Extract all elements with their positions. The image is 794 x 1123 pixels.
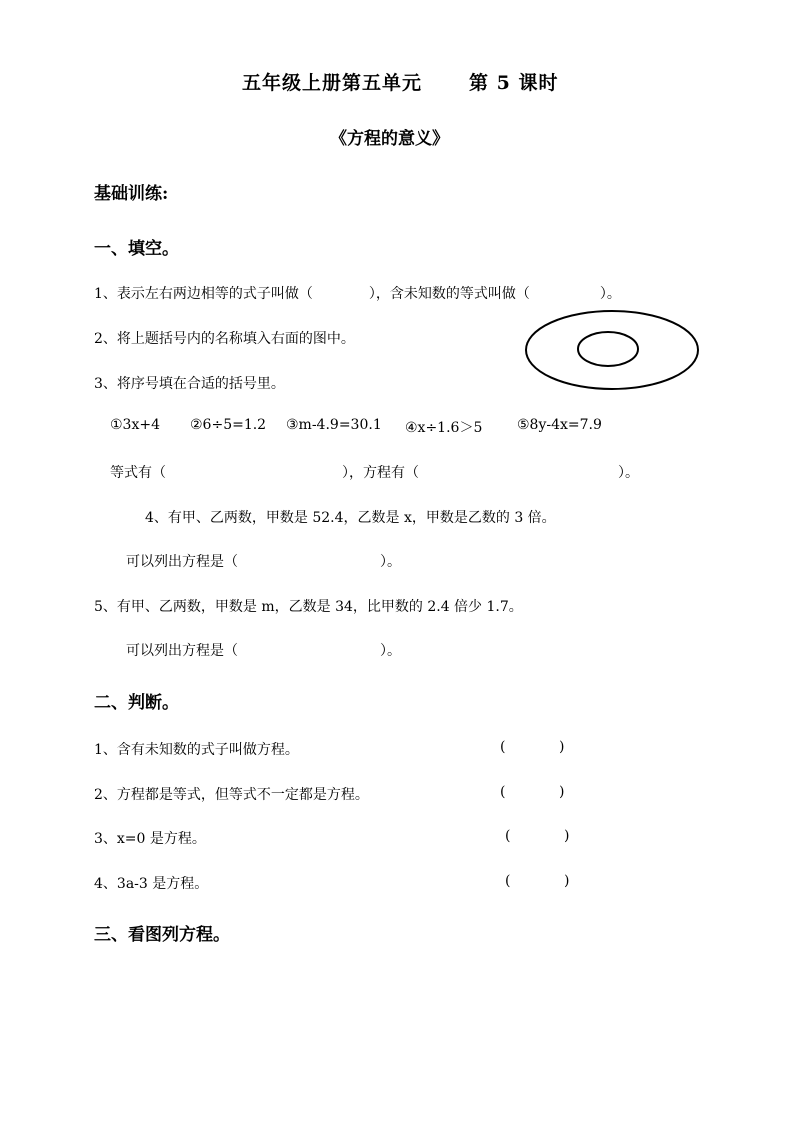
judge-item-4: 4、3a-3 是方程。 [94,876,209,892]
question-4-answer-close: ）。 [380,554,401,570]
option-3: ③m-4.9=30.1 [286,417,382,433]
question-5-answer-close: ）。 [380,643,401,659]
page-subtitle: 《方程的意义》 [330,129,449,149]
answer-close: ）。 [618,465,639,481]
equation-answer-label: ），方程有（ [342,465,419,481]
page-title-unit: 五年级上册第五单元 [242,72,423,94]
question-5-answer-label: 可以列出方程是（ [126,643,238,659]
section-fill-blank-heading: 一、填空。 [94,239,179,259]
question-5: 5、有甲、乙两数，甲数是 m，乙数是 34，比甲数的 2.4 倍少 1.7。 [94,599,523,615]
judge-bracket-close-1: ) [559,739,565,755]
judge-item-1: 1、含有未知数的式子叫做方程。 [94,742,299,758]
page-title-lesson: 第 5 课时 [469,72,559,94]
option-4: ④x÷1.6＞5 [405,420,483,436]
question-2: 2、将上题括号内的名称填入右面的图中。 [94,331,355,347]
nested-ellipses [524,309,700,391]
question-1: 1、表示左右两边相等的式子叫做（ ），含未知数的等式叫做（ ）。 [94,286,621,302]
question-3: 3、将序号填在合适的括号里。 [94,376,285,392]
judge-bracket-open-1: ( [500,739,506,755]
section-judge-heading: 二、判断。 [94,693,179,713]
outer-ellipse [526,311,698,389]
basic-training-heading: 基础训练: [94,184,169,204]
question-4: 4、有甲、乙两数，甲数是 52.4，乙数是 x，甲数是乙数的 3 倍。 [145,510,556,526]
equality-answer-label: 等式有（ [110,465,166,481]
inner-ellipse [578,332,638,366]
judge-bracket-open-3: ( [505,828,511,844]
section-picture-equation-heading: 三、看图列方程。 [94,925,230,945]
option-2: ②6÷5=1.2 [190,417,267,433]
judge-bracket-close-3: ) [564,828,570,844]
question-4-answer-label: 可以列出方程是（ [126,554,238,570]
judge-item-2: 2、方程都是等式，但等式不一定都是方程。 [94,787,369,803]
judge-bracket-close-2: ) [559,784,565,800]
option-5: ⑤8y-4x=7.9 [517,417,602,433]
option-1: ①3x+4 [110,417,160,433]
equation-set-diagram [524,309,700,391]
judge-bracket-open-2: ( [500,784,506,800]
judge-bracket-open-4: ( [505,873,511,889]
judge-item-3: 3、x=0 是方程。 [94,831,206,847]
judge-bracket-close-4: ) [564,873,570,889]
